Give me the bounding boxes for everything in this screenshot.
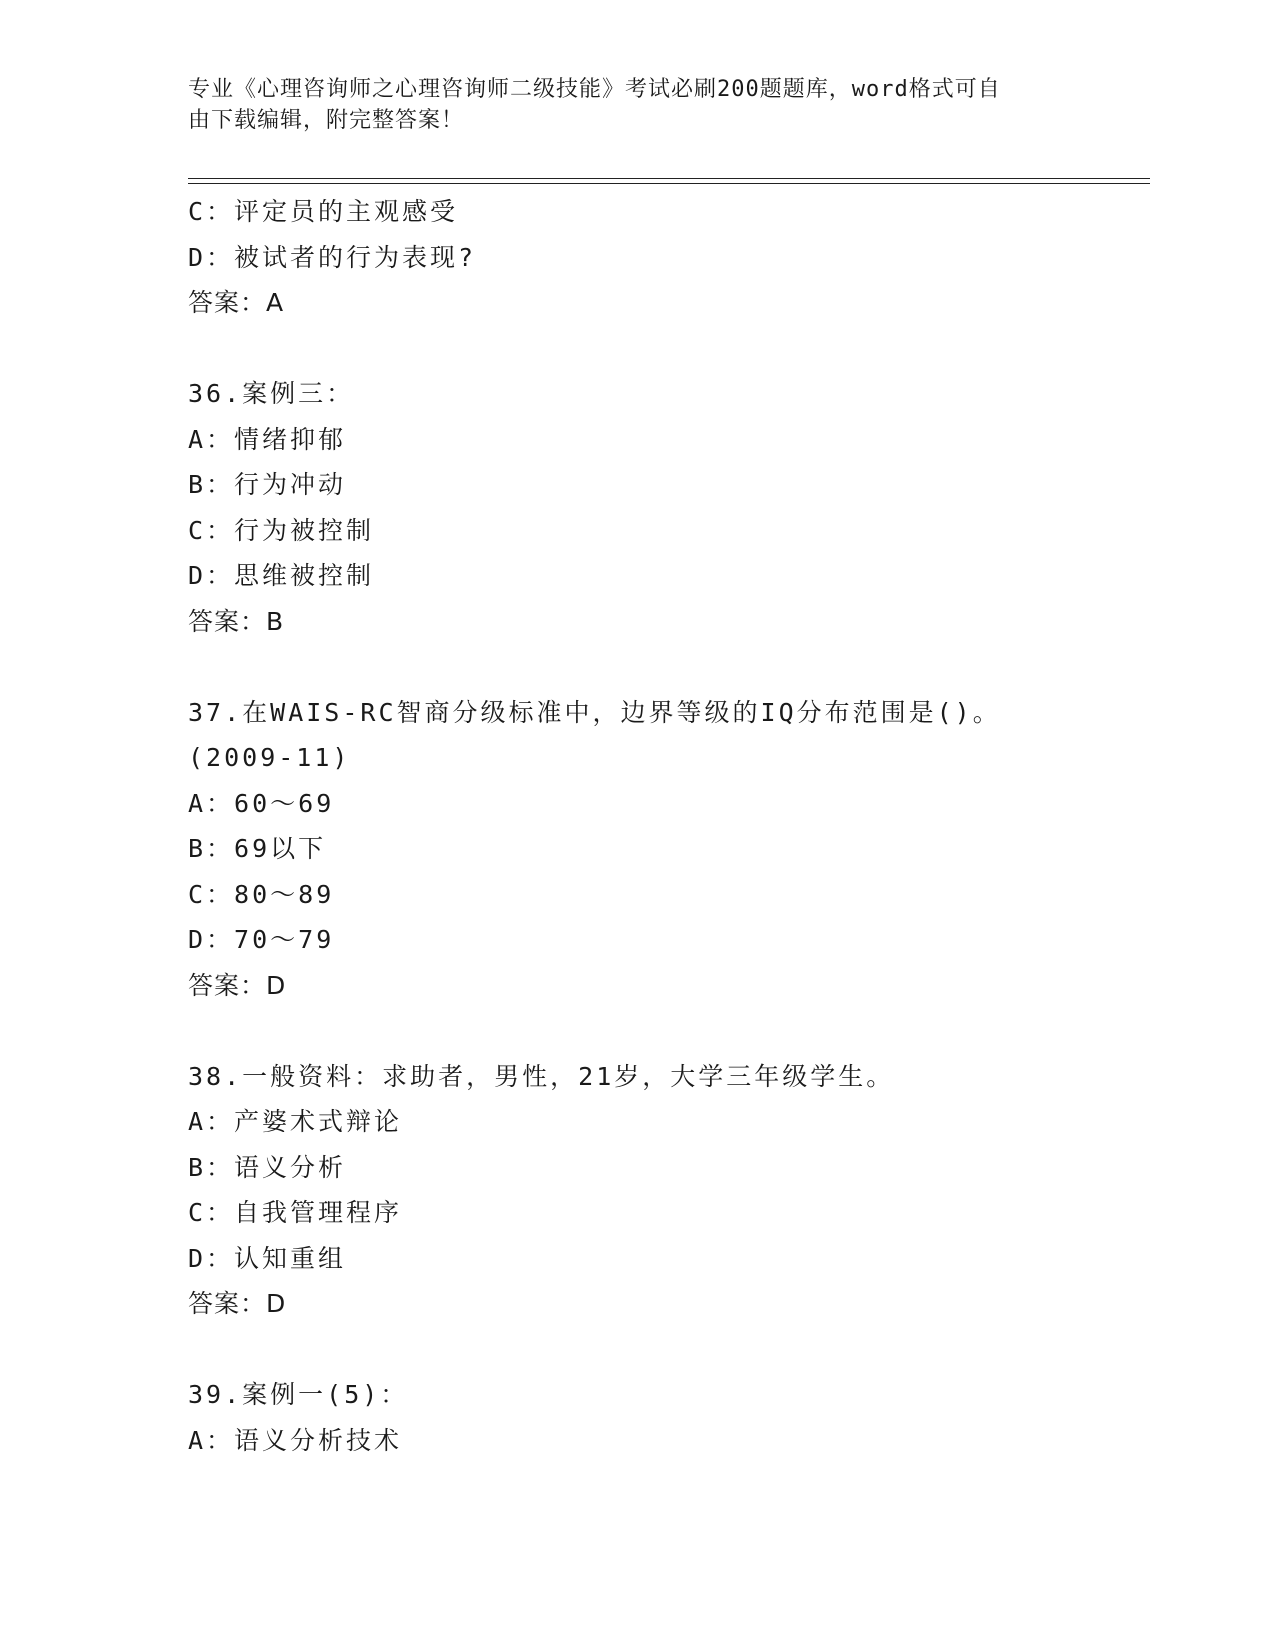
header-line-1: 专业《心理咨询师之心理咨询师二级技能》考试必刷200题题库，word格式可自: [188, 77, 1001, 102]
header-line-2: 由下载编辑，附完整答案！: [188, 108, 465, 133]
question-text: 37.在WAIS-RC智商分级标准中，边界等级的IQ分布范围是()。: [188, 697, 1001, 727]
option-c: C：行为被控制: [188, 515, 375, 545]
spacer: [188, 326, 1148, 372]
option-b: B：行为冲动: [188, 470, 347, 499]
option-c: C：80～89: [188, 879, 335, 909]
option-d: D：认知重组: [188, 1243, 347, 1273]
option-a: A：60～69: [188, 788, 335, 818]
option-a: A：情绪抑郁: [188, 424, 347, 454]
document-header: [188, 74, 1068, 136]
header-divider-bottom: [188, 183, 1150, 184]
question-text: 38.一般资料：求助者，男性，21岁，大学三年级学生。: [188, 1061, 895, 1091]
spacer: [188, 1008, 1148, 1054]
document-body: [188, 189, 1148, 1463]
question-block-prev: [188, 189, 1148, 326]
option-d: D：被试者的行为表现?: [188, 242, 477, 272]
question-text: 36.案例三：: [188, 379, 355, 408]
option-b: B：69以下: [188, 834, 327, 863]
spacer: [188, 644, 1148, 690]
option-a: A：语义分析技术: [188, 1425, 403, 1455]
question-block-37: [188, 690, 1148, 1009]
question-text: 39.案例一(5)：: [188, 1380, 409, 1409]
question-block-39: [188, 1372, 1148, 1463]
question-text-continued: (2009-11): [188, 743, 351, 772]
answer-line: 答案：D: [188, 970, 287, 1000]
option-b: B：语义分析: [188, 1152, 347, 1182]
answer-line: 答案：B: [188, 606, 285, 636]
option-d: D：思维被控制: [188, 561, 375, 590]
header-divider-top: [188, 178, 1150, 179]
question-block-38: [188, 1054, 1148, 1327]
answer-line: 答案：D: [188, 1289, 287, 1318]
question-block-36: [188, 371, 1148, 644]
option-d: D：70～79: [188, 925, 335, 954]
answer-line: 答案：A: [188, 288, 285, 317]
spacer: [188, 1327, 1148, 1373]
option-c: C：评定员的主观感受: [188, 197, 459, 226]
option-c: C：自我管理程序: [188, 1198, 403, 1227]
option-a: A：产婆术式辩论: [188, 1107, 403, 1136]
